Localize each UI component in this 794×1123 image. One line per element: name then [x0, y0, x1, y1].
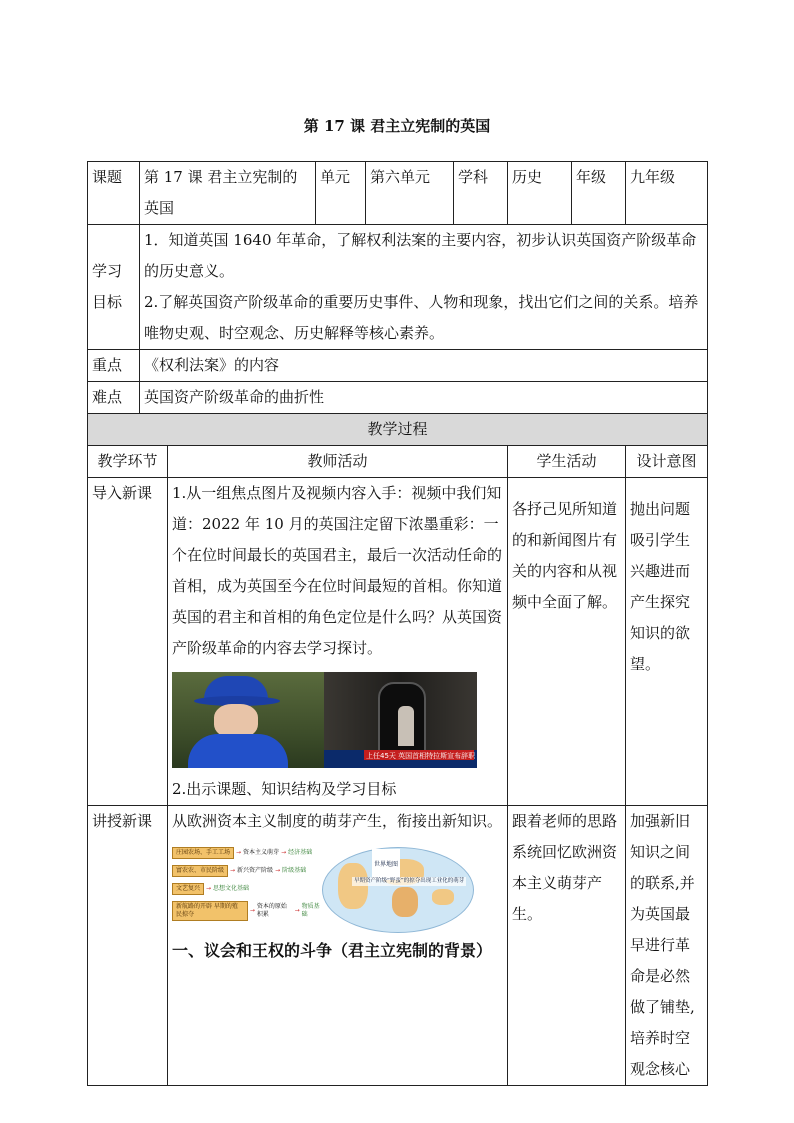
teacher-text-intro: 1.从一组焦点图片及视频内容入手：视频中我们知道：2022 年 10 月的英国注定留下浓墨重彩：一个在位时间最长的英国君主，最后一次活动任命的首相，成为英国至今在位时间最短的首相。你知道英国的君主和首相的角色定位是什么吗？从英国资产阶级革命的内容去学习探讨。 [172, 484, 503, 657]
objective-1: 1．知道英国 1640 年革命，了解权利法案的主要内容，初步认识英国资产阶级革命的历史意义。 [144, 231, 697, 280]
chain-row: 新航路的开辟 早期的殖民掠夺 → 资本的原始积累 → 物质基础 [172, 901, 322, 921]
teacher-activity-intro [168, 478, 508, 806]
knowledge-diagram [172, 843, 503, 935]
lesson-value: 第 17 课 君主立宪制的英国 [140, 162, 316, 225]
news-ticker: 上任45天 英国首相特拉斯宣布辞职 [366, 752, 476, 760]
process-row-intro [88, 478, 708, 806]
process-row-new-lesson [88, 806, 708, 1086]
difficulty-row [88, 382, 708, 414]
map-title: 世界地图 [372, 849, 400, 880]
section-heading: 一、议会和王权的斗争（君主立宪制的背景） [172, 941, 493, 960]
news-photos [172, 672, 503, 768]
difficulty-value: 英国资产阶级革命的曲折性 [140, 382, 708, 414]
prime-minister-photo [324, 672, 477, 768]
teacher-text-intro-2: 2.出示课题、知识结构及学习目标 [172, 780, 397, 798]
process-header-row [88, 414, 708, 446]
key-point-label: 重点 [88, 350, 140, 382]
grade-value: 九年级 [626, 162, 708, 225]
chain-row: 富农农、市民阶级 → 新兴资产阶级 → 阶级基础 [172, 865, 322, 877]
page-title: 第 17 课 君主立宪制的英国 [303, 117, 491, 135]
teacher-text-new-lesson: 从欧洲资本主义制度的萌芽产生，衔接出新知识。 [172, 812, 503, 830]
unit-label: 单元 [316, 162, 366, 225]
map-note: 早期资产阶级“野蛮”的掠夺出现工业化的萌芽 [354, 878, 465, 884]
subject-label: 学科 [454, 162, 508, 225]
lesson-plan-table [87, 161, 708, 1086]
design-intent-new-lesson: 加强新旧知识之间的联系,并为英国最早进行革命是必然做了铺垫,培养时空观念核心 [626, 806, 708, 1086]
subject-value: 历史 [508, 162, 572, 225]
stage-new-lesson: 讲授新课 [88, 806, 168, 1086]
teacher-activity-new-lesson [168, 806, 508, 1086]
key-point-row [88, 350, 708, 382]
student-activity-intro: 各抒己见所知道的和新闻图片有关的内容和从视频中全面了解。 [508, 478, 626, 806]
objectives-label: 学习目标 [88, 225, 140, 350]
capitalism-origin-chain [172, 843, 322, 935]
design-intent-intro: 抛出问题吸引学生兴趣进而产生探究知识的欲望。 [626, 478, 708, 806]
queen-photo [172, 672, 324, 768]
column-stage: 教学环节 [88, 446, 168, 478]
column-intent: 设计意图 [626, 446, 708, 478]
chain-row: 文艺复兴 → 思想文化基础 [172, 883, 322, 895]
column-student: 学生活动 [508, 446, 626, 478]
world-map [322, 843, 472, 935]
key-point-value: 《权利法案》的内容 [140, 350, 708, 382]
column-teacher: 教师活动 [168, 446, 508, 478]
student-activity-new-lesson: 跟着老师的思路系统回忆欧洲资本主义萌芽产生。 [508, 806, 626, 1086]
objective-2: 2.了解英国资产阶级革命的重要历史事件、人物和现象，找出它们之间的关系。培养唯物史观、时空观念、历史解释等核心素养。 [144, 293, 699, 342]
grade-label: 年级 [572, 162, 626, 225]
stage-intro: 导入新课 [88, 478, 168, 806]
chain-row: 庄园农场、手工工场 → 资本主义萌芽 → 经济基础 [172, 847, 322, 859]
lesson-label: 课题 [88, 162, 140, 225]
process-header: 教学过程 [88, 414, 708, 446]
objectives-content [140, 225, 708, 350]
process-columns-row [88, 446, 708, 478]
difficulty-label: 难点 [88, 382, 140, 414]
unit-value: 第六单元 [366, 162, 454, 225]
objectives-row [88, 225, 708, 350]
lesson-info-row [88, 162, 708, 225]
